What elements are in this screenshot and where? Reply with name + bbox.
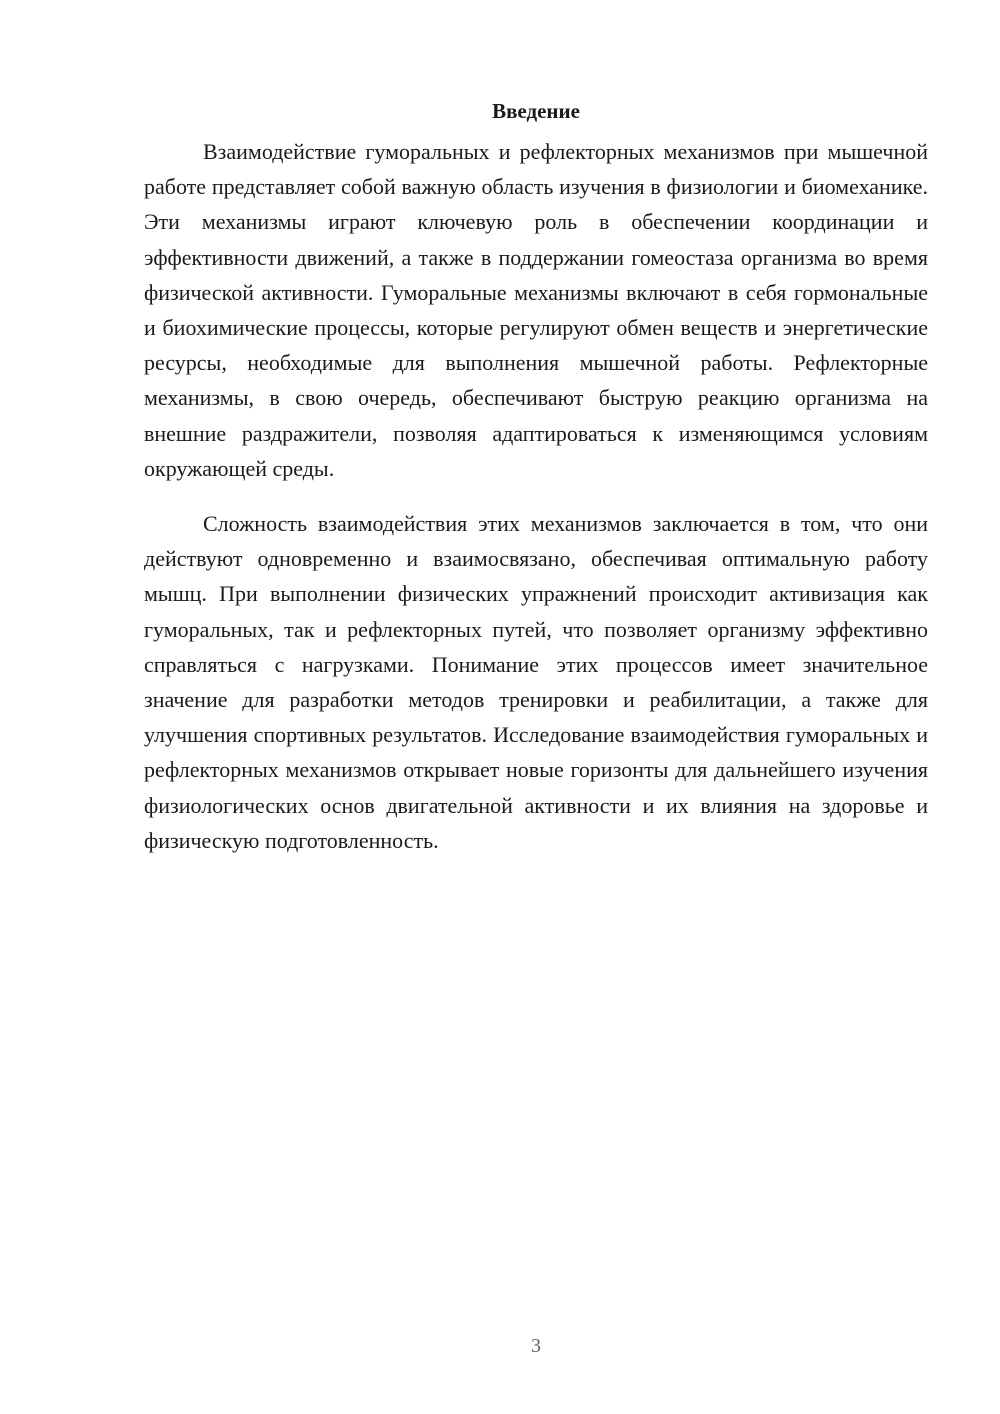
section-title: Введение: [492, 99, 580, 123]
paragraph-2: Сложность взаимодействия этих механизмов заключается в том, что они действуют одновременно и взаимосвязано, обеспечивая оптимальную работу мышц. При выполнении физических упражнений происходит активизация как гуморальных, так и рефлекторных путей, что позволяет организму эффективно справляться с нагрузками. Понимание этих процессов имеет значительное значение для разработки методов тренировки и реабилитации, а также для улучшения спортивных результатов. Исследование взаимодействия гуморальных и рефлекторных механизмов открывает новые горизонты для дальнейшего изучения физиологических основ двигательной активности и их влияния на здоровье и физическую подготовленность.: [144, 511, 928, 853]
paragraph-1: Взаимодействие гуморальных и рефлекторных механизмов при мышечной работе представляет собой важную область изучения в физиологии и биомеханике. Эти механизмы играют ключевую роль в обеспечении координации и эффективности движений, а также в поддержании гомеостаза организма во время физической активности. Гуморальные механизмы включают в себя гормональные и биохимические процессы, которые регулируют обмен веществ и энергетические ресурсы, необходимые для выполнения мышечной работы. Рефлекторные механизмы, в свою очередь, обеспечивают быструю реакцию организма на внешние раздражители, позволяя адаптироваться к изменяющимся условиям окружающей среды.: [144, 139, 928, 481]
page-number: 3: [531, 1335, 541, 1357]
page-content: [144, 96, 928, 858]
